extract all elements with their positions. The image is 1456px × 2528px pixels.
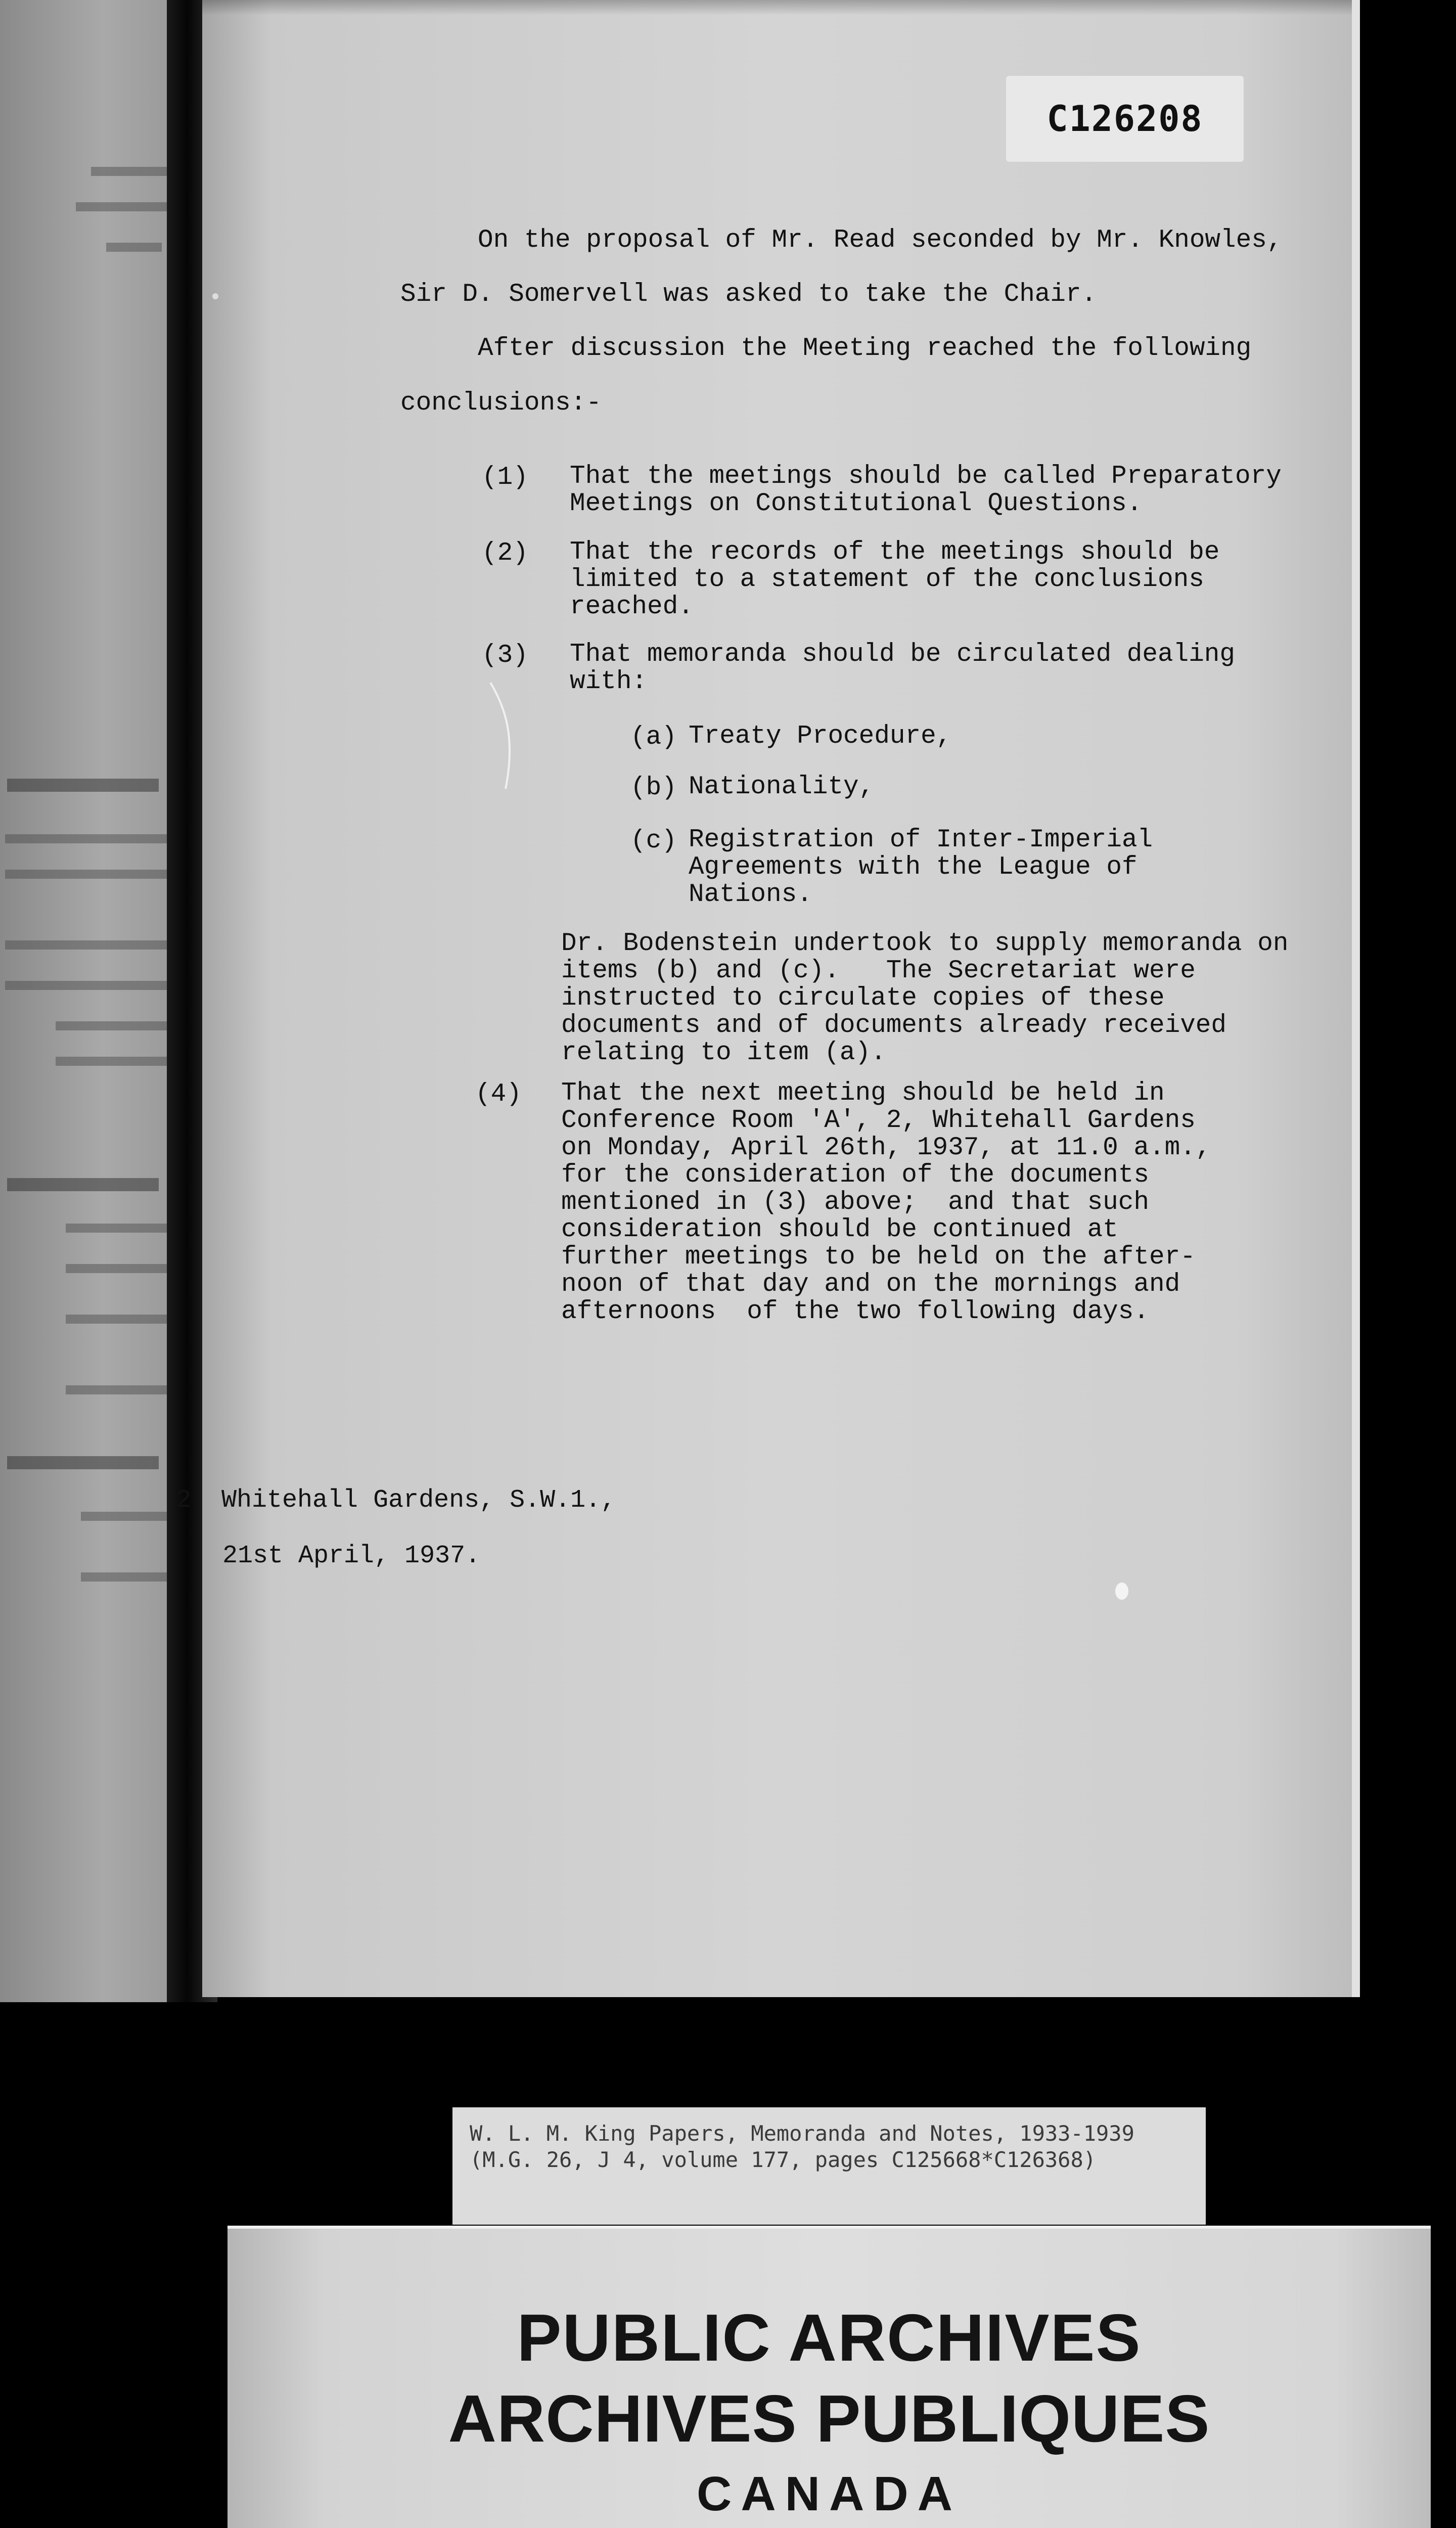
archives-country: CANADA [697,2467,962,2521]
ghost-text [76,202,177,211]
note-line: instructed to circulate copies of these [561,984,1165,1013]
pencil-mark [485,678,521,794]
archives-card [228,2226,1431,2528]
ghost-text [5,834,167,843]
conclusion-line: That the records of the meetings should be [570,538,1220,567]
sub-item-label: (a) [630,723,677,752]
conclusion-line: for the consideration of the documents [561,1161,1149,1190]
conclusion-number: (2) [482,539,528,568]
sub-item-label: (c) [630,827,677,855]
ghost-text [7,1456,159,1469]
catalogue-line-1: W. L. M. King Papers, Memoranda and Notes, 1933-1939 [470,2121,1134,2146]
film-speck [212,293,218,299]
underlying-page [0,0,172,2002]
conclusion-line: Meetings on Constitutional Questions. [570,489,1143,518]
conclusion-line: on Monday, April 26th, 1937, at 11.0 a.m., [561,1134,1211,1162]
reference-label [1006,76,1244,162]
conclusion-line: consideration should be continued at [561,1215,1118,1244]
conclusion-number: (4) [475,1080,522,1109]
ghost-text [5,981,167,990]
conclusion-line: That the meetings should be called Preparatory [570,462,1282,491]
conclusion-line: reached. [570,593,694,621]
bodenstein-note [561,930,1288,1067]
conclusion-line: Conference Room 'A', 2, Whitehall Gardens [561,1106,1196,1135]
conclusion-text [570,641,1235,696]
sub-item-text: Treaty Procedure, [689,722,952,751]
ghost-text [66,1385,167,1394]
catalogue-strip [452,2107,1206,2225]
film-speck [1115,1583,1128,1600]
conclusion-number: (1) [482,463,528,492]
ghost-text [81,1572,167,1582]
conclusion-line: That memoranda should be circulated dealing [570,640,1236,669]
conclusion-line: mentioned in (3) above; and that such [561,1188,1149,1217]
ghost-text [66,1315,167,1324]
conclusion-line: further meetings to be held on the after- [561,1243,1196,1272]
ghost-text [7,1178,159,1191]
ghost-text [56,1021,167,1030]
page-top-shadow [202,0,1352,15]
opening-line-4: conclusions:- [400,389,602,418]
conclusion-line: That the next meeting should be held in [561,1079,1165,1108]
sub-item-text: Nationality, [689,773,875,801]
sub-item-line: Nations. [689,880,812,909]
ghost-text [81,1512,167,1521]
sub-item-line: Registration of Inter-Imperial [689,826,1153,854]
ghost-text [106,243,162,252]
address-line: 2, Whitehall Gardens, S.W.1., [176,1486,616,1515]
conclusion-line: with: [570,667,648,696]
ghost-text [66,1264,167,1273]
note-line: documents and of documents already received [561,1011,1227,1040]
conclusion-text [570,463,1282,518]
note-line: relating to item (a). [561,1039,886,1067]
date-line: 21st April, 1937. [222,1542,481,1570]
sub-item-line: Agreements with the League of [689,853,1138,882]
conclusion-text [561,1080,1211,1326]
catalogue-line-2: (M.G. 26, J 4, volume 177, pages C125668*C126368) [470,2147,1097,2172]
conclusion-number: (3) [482,641,528,670]
conclusion-line: afternoons of the two following days. [561,1297,1149,1326]
ghost-text [56,1057,167,1066]
ghost-text [5,870,167,879]
archives-french-title: ARCHIVES PUBLIQUES [448,2381,1210,2456]
ghost-text [66,1224,167,1233]
reference-number: C126208 [1046,98,1203,140]
opening-line-1: On the proposal of Mr. Read seconded by Mr. Knowles, [478,226,1283,255]
note-line: Dr. Bodenstein undertook to supply memoranda on [561,929,1289,958]
conclusion-line: noon of that day and on the mornings and [561,1270,1180,1299]
conclusion-text [570,539,1219,621]
archives-english-title: PUBLIC ARCHIVES [517,2300,1142,2375]
opening-line-3: After discussion the Meeting reached the following [478,334,1252,363]
opening-line-2: Sir D. Somervell was asked to take the Chair. [400,280,1097,309]
conclusion-line: limited to a statement of the conclusions [570,565,1204,594]
ghost-text [5,940,167,950]
note-line: items (b) and (c). The Secretariat were [561,957,1196,985]
ghost-text [91,167,172,176]
ghost-text [7,779,159,792]
sub-item-text [689,827,1153,909]
sub-item-label: (b) [630,774,677,802]
document-page [176,0,1360,1997]
